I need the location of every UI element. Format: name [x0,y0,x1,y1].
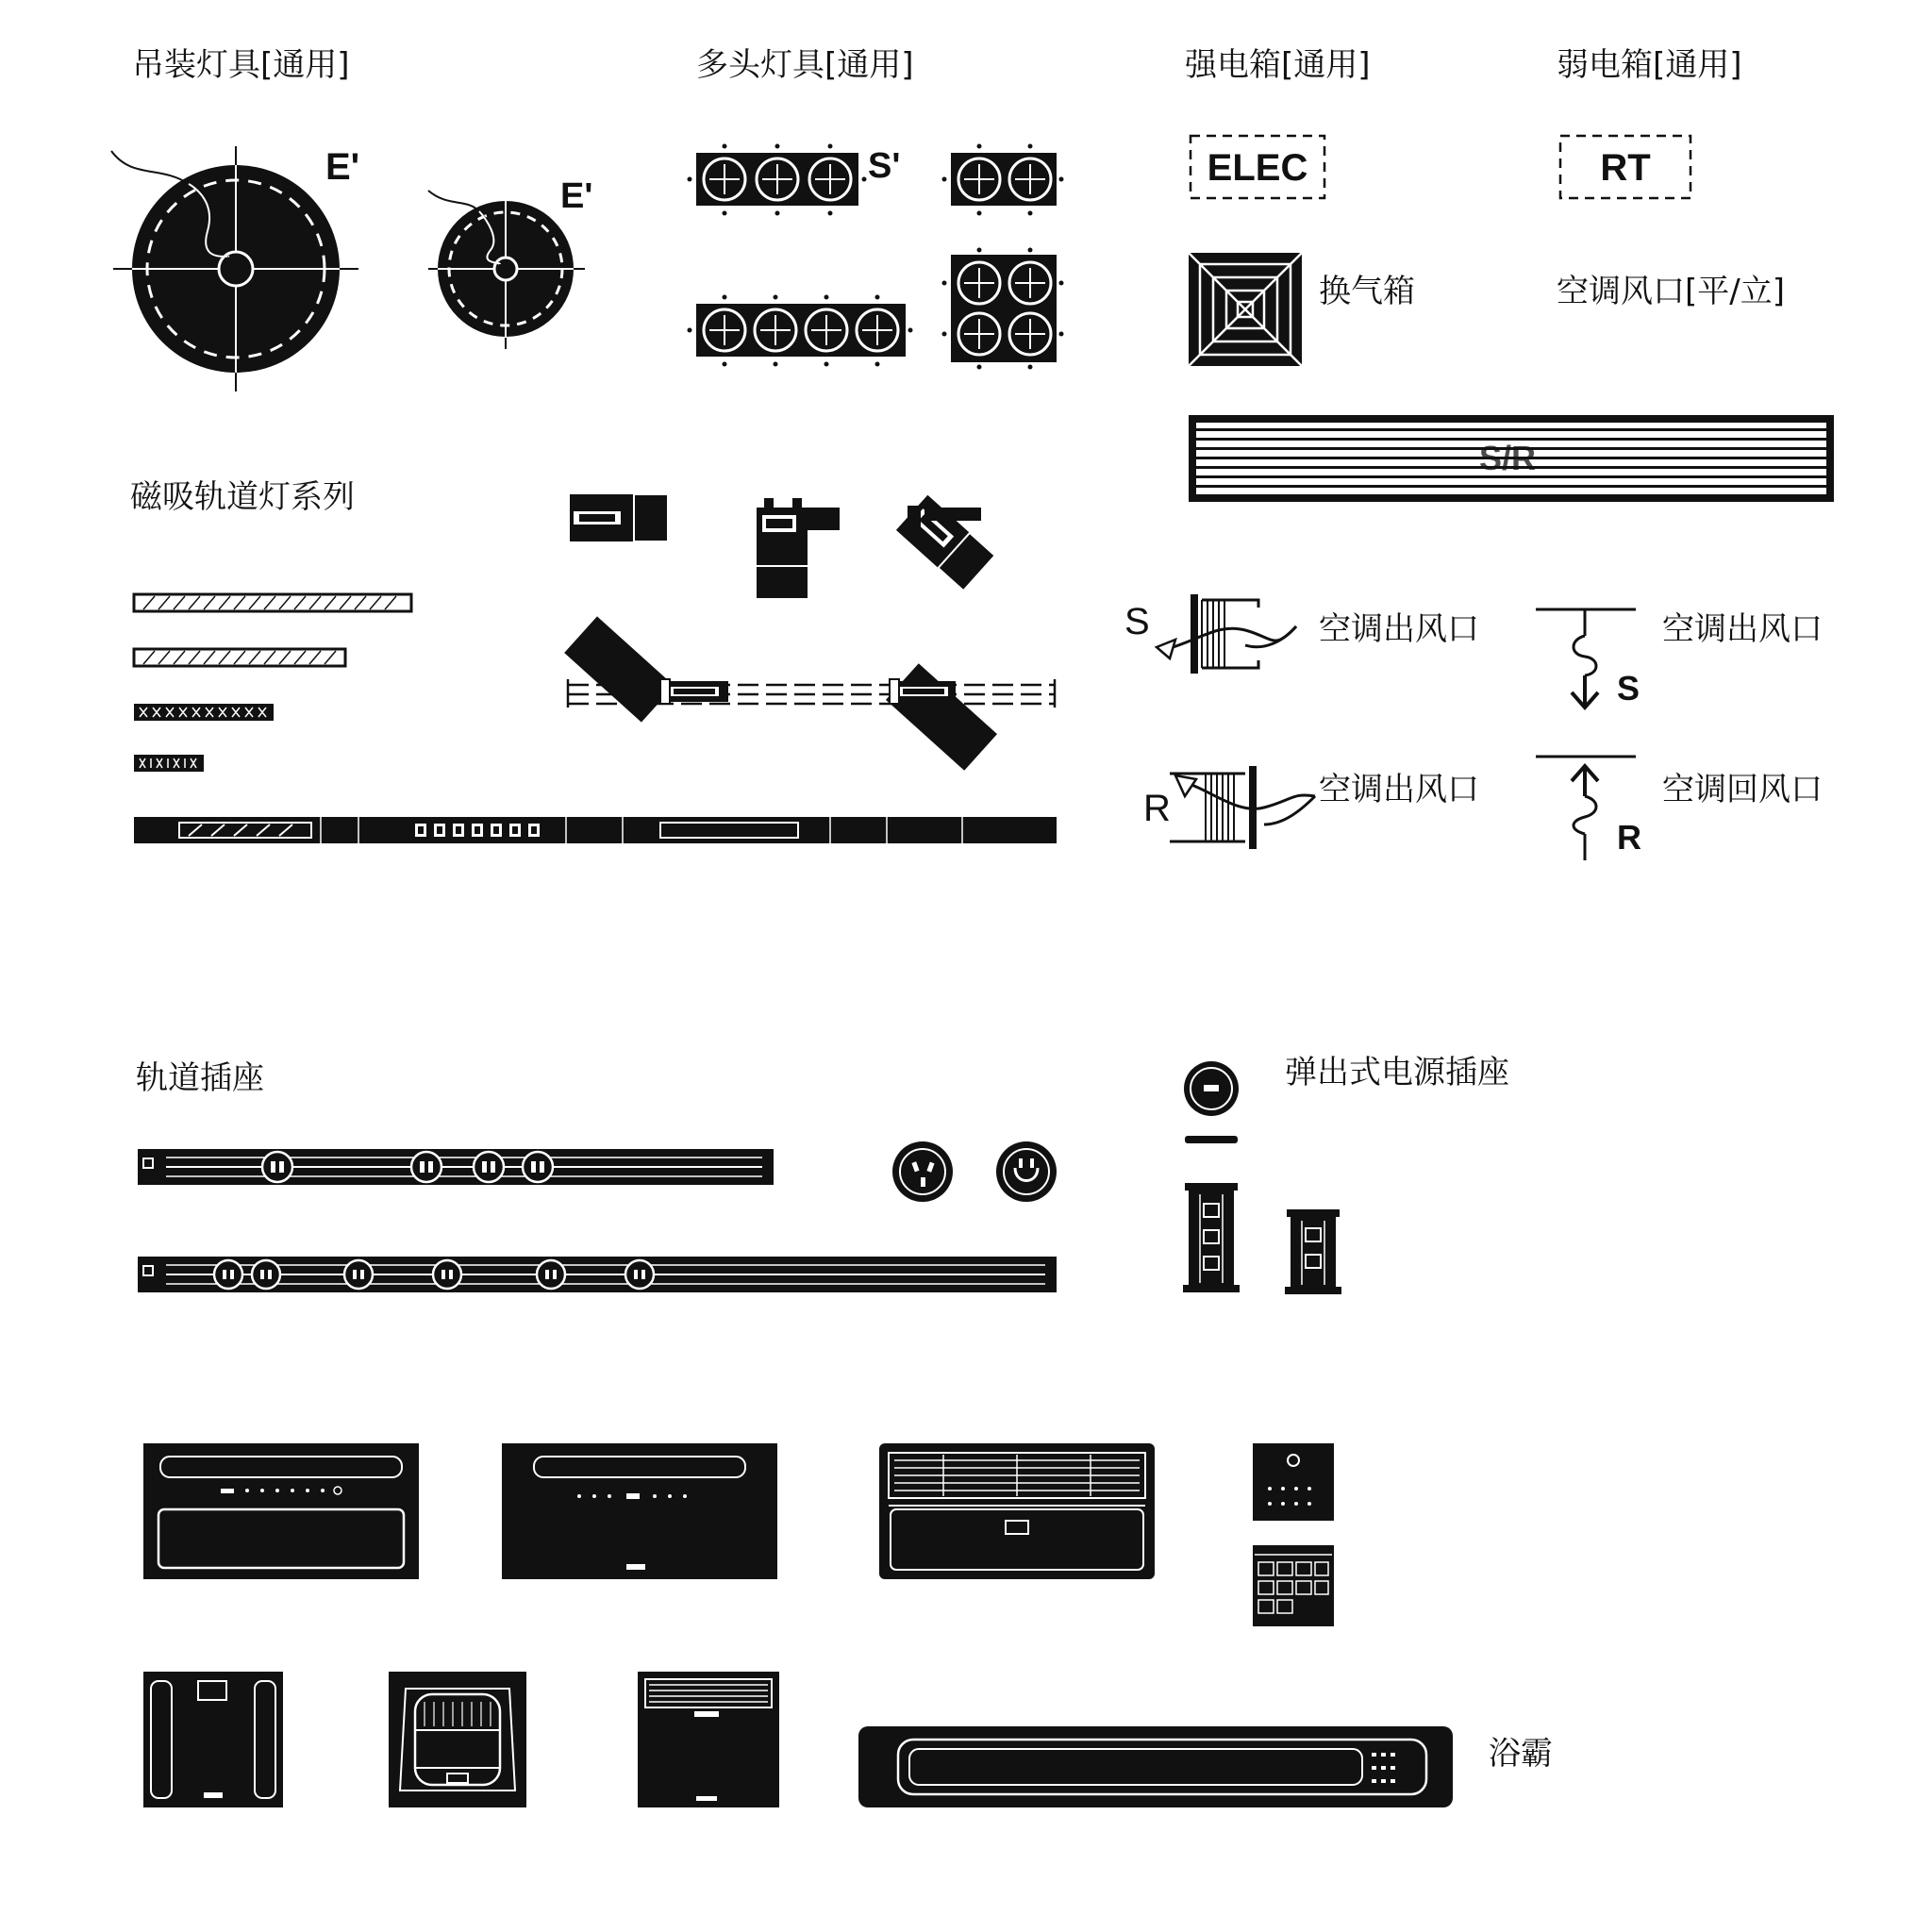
label-ac-return: 空调回风口 [1662,771,1823,808]
magnetic-track-strip-medium-icon [132,647,349,670]
sr-text: S/R [1478,439,1537,477]
track-spot-head-2-icon [755,494,843,600]
magnetic-track-strip-long-icon [132,592,415,615]
bath-heater-4-icon [142,1670,285,1809]
ventilation-box-icon [1187,251,1306,368]
r-letter-1: R [1143,788,1171,829]
magnetic-track-with-spots-icon [564,613,1060,774]
s-prime-text: S' [868,146,901,186]
label-ac-supply-1: 空调出风口 [1319,610,1479,648]
multi-head-light-3-icon [687,142,923,217]
label-multi-head-lights: 多头灯具[通用] [696,46,914,84]
popup-socket-front-1-icon [1183,1181,1240,1298]
magnetic-track-full-icon [132,813,1060,847]
svg-text:E': E' [560,179,593,216]
label-strong-electric-box: 强电箱[通用] [1185,46,1371,84]
track-spot-head-1-icon [566,491,672,547]
track-socket-long-icon [136,1251,1060,1298]
label-bath-heater: 浴霸 [1489,1735,1553,1773]
popup-socket-front-2-icon [1285,1208,1341,1298]
label-pendant-lights: 吊装灯具[通用] [132,46,350,84]
label-track-socket: 轨道插座 [136,1059,264,1097]
weak-electric-box-icon [1557,132,1696,204]
label-weak-electric-box: 弱电箱[通用] [1557,46,1742,84]
magnetic-grille-strip-icon [132,702,277,724]
ac-linear-vent-icon [1187,411,1838,506]
e-prime-text: E' [325,146,360,188]
r-letter-2: R [1617,818,1641,857]
s-letter-1: S [1124,601,1150,642]
magnetic-grille-short-icon [132,753,208,775]
ac-supply-side-s-icon [1123,585,1302,679]
elec-text: ELEC [1207,147,1308,189]
pendant-light-large-icon [104,142,387,396]
label-ac-supply-3: 空调出风口 [1319,771,1479,808]
label-ventilation-box: 换气箱 [1319,273,1415,310]
bath-heater-3-icon [877,1441,1157,1583]
track-socket-adapter-1-icon [891,1140,955,1204]
bath-heater-control-panel-1-icon [1251,1441,1336,1523]
bath-heater-control-panel-2-icon [1251,1543,1336,1628]
track-socket-short-icon [136,1143,777,1191]
bath-heater-6-icon [636,1670,781,1809]
popup-socket-top-icon [1181,1058,1241,1149]
pendant-light-small-icon [425,179,613,358]
bath-heater-2-icon [500,1441,779,1583]
strong-electric-box-icon [1187,132,1328,204]
label-ac-vent-flat-vertical: 空调风口[平/立] [1557,273,1785,310]
label-magnetic-track-lights: 磁吸轨道灯系列 [130,478,355,516]
ac-return-up-r-icon [1532,751,1645,864]
bath-heater-1-icon [142,1441,423,1583]
multi-head-light-4-icon [687,292,913,368]
track-socket-adapter-2-icon [994,1140,1058,1204]
multi-head-light-2-icon [941,142,1064,217]
bath-heater-linear-icon [857,1724,1457,1811]
rt-text: RT [1600,147,1651,189]
label-popup-socket: 弹出式电源插座 [1285,1054,1509,1091]
s-letter-2: S [1617,669,1641,708]
label-ac-supply-2: 空调出风口 [1662,610,1823,648]
ac-return-side-r-icon [1141,758,1321,853]
ac-supply-down-s-icon [1532,604,1645,717]
multi-head-light-2x2-icon [941,247,1064,370]
bath-heater-5-icon [387,1670,528,1809]
track-spot-head-3-icon [887,483,1009,596]
